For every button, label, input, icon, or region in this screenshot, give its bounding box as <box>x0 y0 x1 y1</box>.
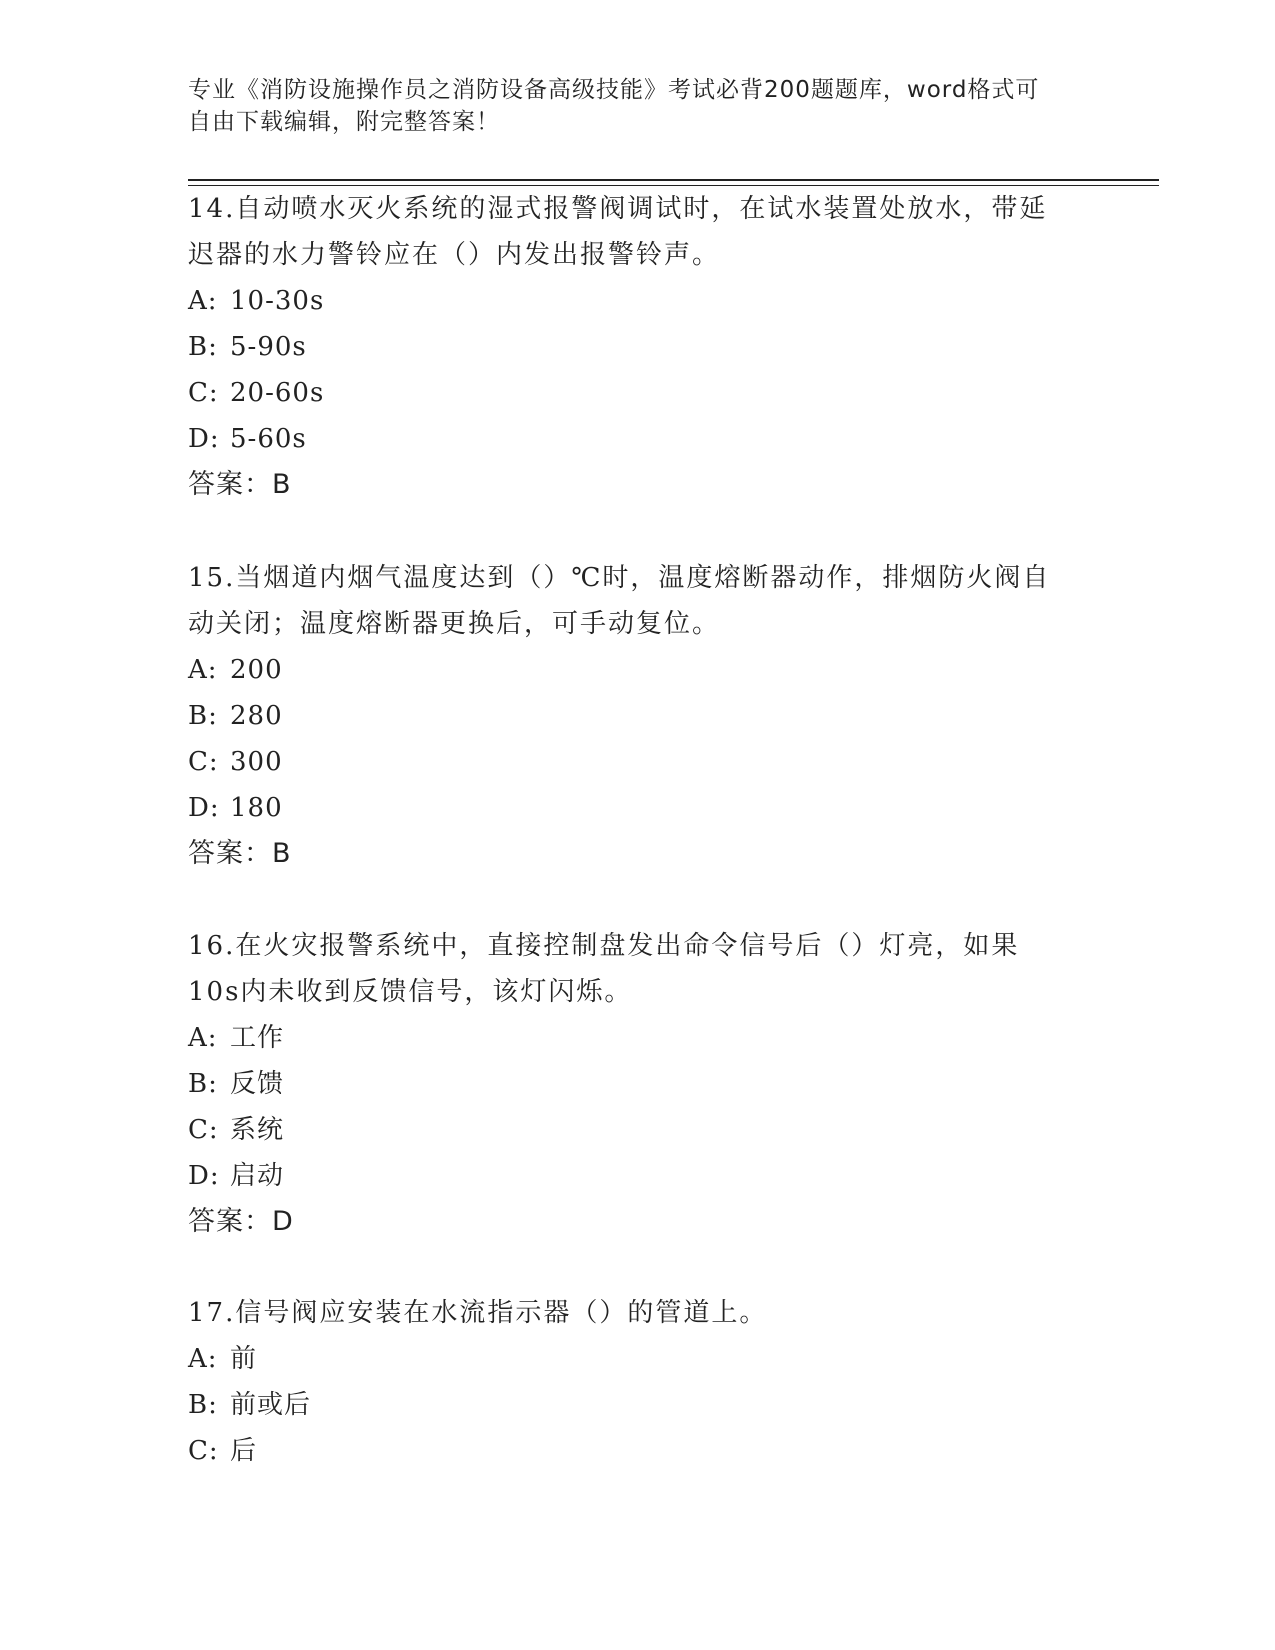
question-17 <box>188 1290 1088 1474</box>
header-divider-thick <box>188 179 1159 181</box>
option-d <box>188 416 1088 462</box>
option-letter: A: <box>188 1344 218 1374</box>
option-c <box>188 370 1088 416</box>
question-stem-line: 17.信号阀应安装在水流指示器（）的管道上。 <box>188 1298 768 1328</box>
question-stem-line: 14.自动喷水灭火系统的湿式报警阀调试时，在试水装置处放水，带延 <box>188 194 1048 224</box>
option-letter: B: <box>188 1069 218 1099</box>
option-text: 前或后 <box>230 1390 312 1420</box>
option-letter: D: <box>188 1161 220 1191</box>
option-letter: C: <box>188 1115 219 1145</box>
option-letter: C: <box>188 747 219 777</box>
option-a <box>188 1015 1088 1061</box>
option-a <box>188 278 1088 324</box>
option-letter: A: <box>188 655 218 685</box>
question-stem-line: 16.在火灾报警系统中，直接控制盘发出命令信号后（）灯亮，如果 <box>188 931 1020 961</box>
option-c <box>188 1107 1088 1153</box>
question-stem <box>188 1290 1088 1336</box>
answer-line: 答案：D <box>188 1206 294 1237</box>
option-text: 300 <box>230 747 283 777</box>
option-letter: D: <box>188 793 220 823</box>
option-letter: D: <box>188 424 220 454</box>
option-text: 反馈 <box>230 1069 285 1099</box>
question-stem-line: 迟器的水力警铃应在（）内发出报警铃声。 <box>188 240 721 270</box>
option-letter: C: <box>188 1436 219 1466</box>
option-letter: B: <box>188 332 218 362</box>
header-title-line-2: 自由下载编辑，附完整答案！ <box>188 109 500 135</box>
question-stem <box>188 555 1088 647</box>
option-a <box>188 647 1088 693</box>
option-text: 20-60s <box>230 378 325 408</box>
option-text: 前 <box>230 1344 258 1374</box>
question-stem-line: 15.当烟道内烟气温度达到（）℃时，温度熔断器动作，排烟防火阀自 <box>188 563 1051 593</box>
option-c <box>188 739 1088 785</box>
option-text: 180 <box>230 793 283 823</box>
option-letter: B: <box>188 1390 218 1420</box>
option-b <box>188 1382 1088 1428</box>
answer-line: 答案：B <box>188 838 292 869</box>
header-title-line-1: 专业《消防设施操作员之消防设备高级技能》考试必背200题题库，word格式可 <box>188 77 1040 103</box>
option-text: 10-30s <box>230 286 325 316</box>
option-d <box>188 1153 1088 1199</box>
option-text: 启动 <box>230 1161 285 1191</box>
option-text: 5-90s <box>230 332 307 362</box>
option-text: 280 <box>230 701 283 731</box>
option-text: 5-60s <box>230 424 307 454</box>
option-d <box>188 785 1088 831</box>
option-letter: A: <box>188 286 218 316</box>
question-stem <box>188 186 1088 278</box>
option-letter: C: <box>188 378 219 408</box>
document-header <box>188 74 1088 138</box>
answer-line: 答案：B <box>188 469 292 500</box>
question-16 <box>188 923 1088 1245</box>
question-15 <box>188 555 1088 877</box>
option-a <box>188 1336 1088 1382</box>
question-stem-line: 10s内未收到反馈信号，该灯闪烁。 <box>188 977 633 1007</box>
question-14 <box>188 186 1088 508</box>
option-text: 系统 <box>230 1115 285 1145</box>
option-text: 后 <box>230 1436 258 1466</box>
option-letter: A: <box>188 1023 218 1053</box>
option-text: 200 <box>230 655 283 685</box>
option-b <box>188 693 1088 739</box>
option-text: 工作 <box>230 1023 285 1053</box>
question-stem-line: 动关闭；温度熔断器更换后，可手动复位。 <box>188 609 721 639</box>
option-b <box>188 1061 1088 1107</box>
option-c <box>188 1428 1088 1474</box>
question-stem <box>188 923 1088 1015</box>
option-b <box>188 324 1088 370</box>
option-letter: B: <box>188 701 218 731</box>
